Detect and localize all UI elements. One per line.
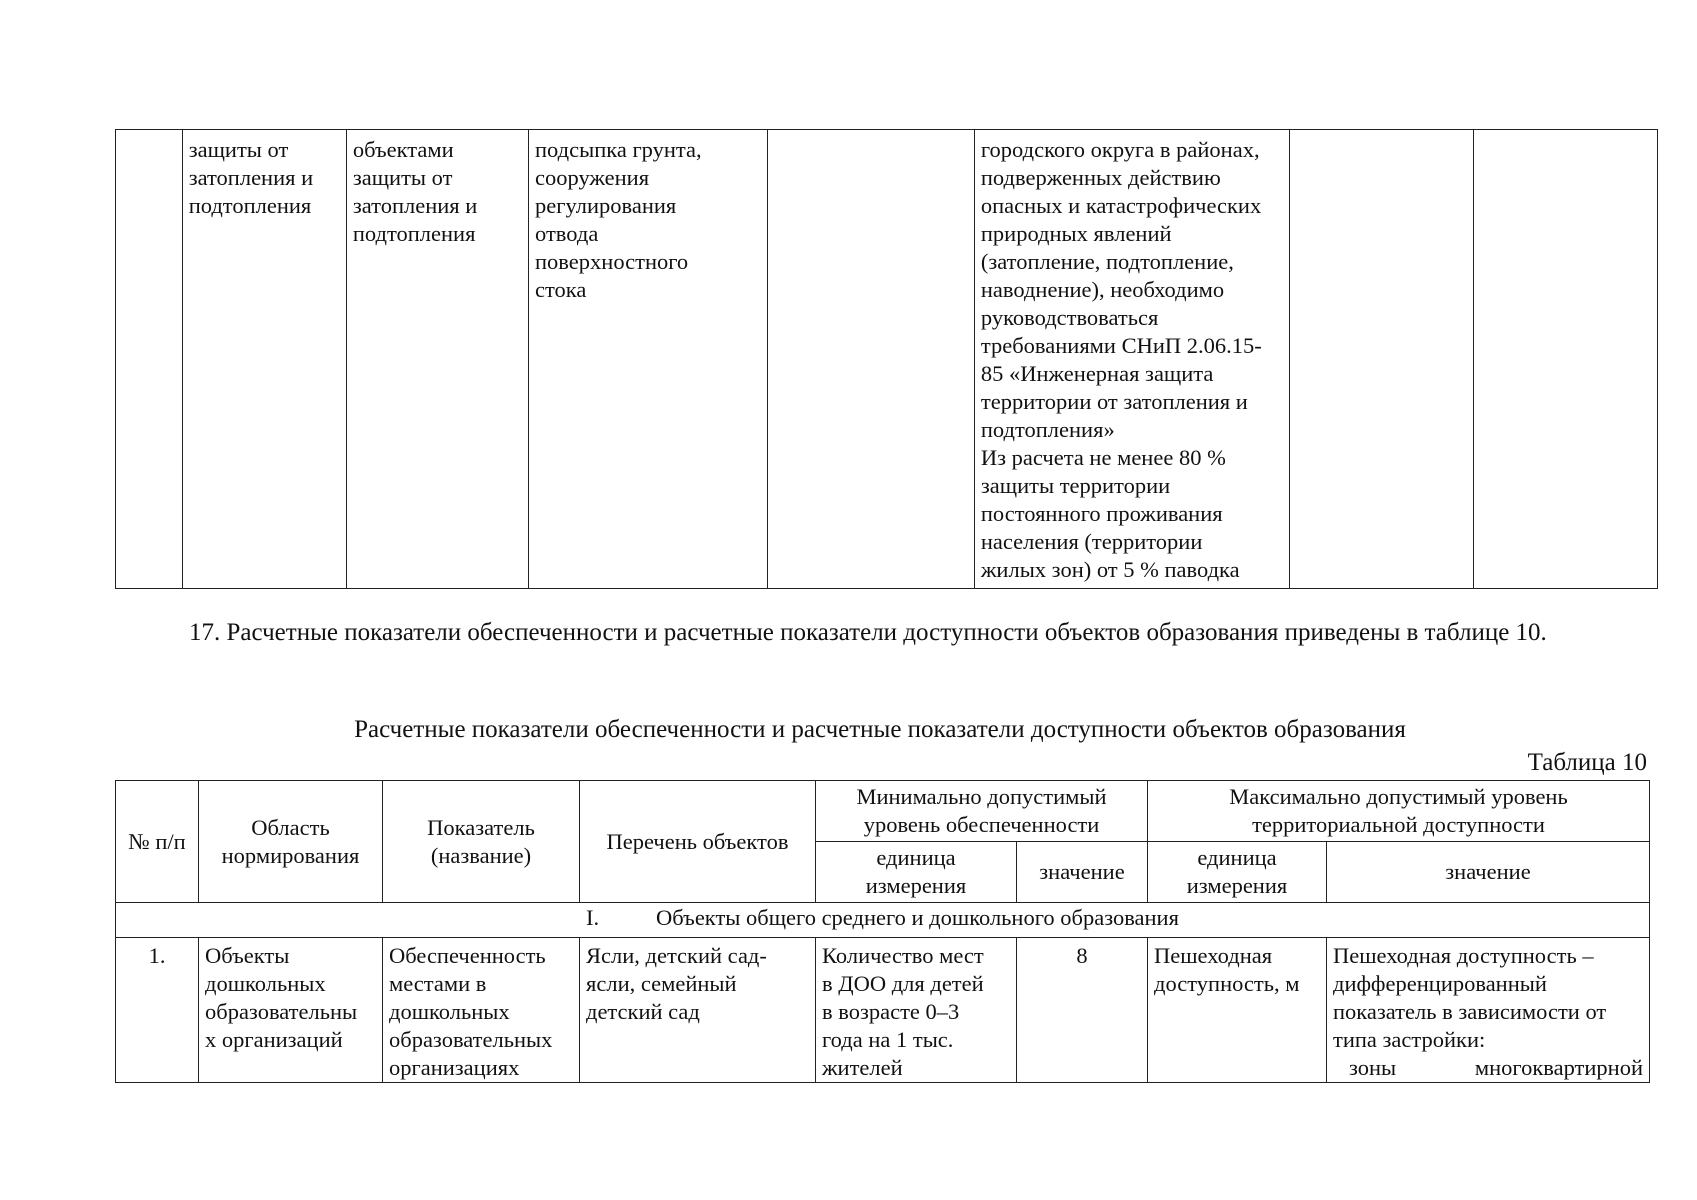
table-cell	[182, 130, 346, 589]
table-cell	[768, 130, 975, 589]
cell-line: наводнение), необходимо	[980, 277, 1225, 302]
header-max-value: значение	[1327, 842, 1650, 903]
cell-line: поверхностного	[535, 249, 689, 274]
section-title: Объекты общего среднего и дошкольного образования	[656, 905, 1179, 930]
cell-line: защиты от	[188, 137, 289, 162]
cell-line: природных явлений	[980, 221, 1172, 246]
header-max-level: Максимально допустимый уровень территориальной доступности	[1148, 781, 1650, 842]
cell-line: жилых зон) от 5 % паводка	[980, 557, 1240, 582]
cell-max-unit: Пешеходная доступность, м	[1148, 938, 1327, 1083]
cell-line: Из расчета не менее 80 %	[980, 445, 1226, 470]
cell-line: (затопление, подтопление,	[980, 249, 1234, 274]
cell-num: 1.	[116, 938, 199, 1083]
cell-line: подтопления	[352, 221, 476, 246]
header-min-level: Минимально допустимый уровень обеспеченности	[816, 781, 1148, 842]
cell-line: затопления и	[352, 193, 478, 218]
cell-line: территории от затопления и	[980, 389, 1248, 414]
cell-min-value: 8	[1017, 938, 1148, 1083]
cell-max-value: Пешеходная доступность – дифференцированный показатель в зависимости от типа застройки: зоны многоквартирной	[1327, 938, 1650, 1083]
cell-line: городского округа в районах,	[980, 137, 1260, 162]
cell-line: затопления и	[188, 165, 314, 190]
cell-line: подсыпка грунта,	[535, 137, 702, 162]
cell-line: подтопления	[188, 193, 312, 218]
header-objects: Перечень объектов	[580, 781, 816, 903]
table-label: Таблица 10	[1527, 749, 1647, 776]
cell-line: 85 «Инженерная защита	[980, 361, 1214, 386]
table-cell	[1290, 130, 1473, 589]
table-cell	[974, 130, 1290, 589]
header-min-unit: единица измерения	[816, 842, 1017, 903]
cell-objects: Ясли, детский сад- ясли, семейный детский сад	[580, 938, 816, 1083]
cell-min-unit: Количество мест в ДОО для детей в возрасте 0–3 года на 1 тыс. жителей	[816, 938, 1017, 1083]
table-cell	[1473, 130, 1657, 589]
cell-line: подверженных действию	[980, 165, 1221, 190]
cell-line: подтопления»	[980, 417, 1115, 442]
table-row	[116, 130, 1658, 589]
body-paragraph	[115, 617, 1645, 649]
cell-line: требованиями СНиП 2.06.15-	[980, 333, 1262, 358]
table-row	[116, 938, 1650, 1083]
cell-line: отвода	[535, 221, 599, 246]
cell-line: руководствоваться	[980, 305, 1159, 330]
header-indicator: Показатель (название)	[383, 781, 580, 903]
header-min-value: значение	[1017, 842, 1148, 903]
header-num: № п/п	[116, 781, 199, 903]
paragraph-text: 17. Расчетные показатели обеспеченности и расчетные показатели доступности объектов образования приведены в таблице 10.	[189, 619, 1547, 646]
cell-line: постоянного проживания	[980, 501, 1223, 526]
cell-line: населения (территории	[980, 529, 1203, 554]
cell-area: Объекты дошкольных образовательны х организаций	[199, 938, 383, 1083]
justified-line: зоны многоквартирной	[1349, 1055, 1643, 1080]
table-caption: Расчетные показатели обеспеченности и расчетные показатели доступности объектов образования	[354, 716, 1406, 743]
education-table	[115, 780, 1650, 1083]
table-cell	[116, 130, 183, 589]
section-number: I.	[586, 905, 600, 930]
header-area: Область нормирования	[199, 781, 383, 903]
cell-line: защиты территории	[980, 473, 1171, 498]
cell-line: стока	[535, 277, 587, 302]
section-cell	[116, 903, 1650, 938]
continuation-table	[115, 129, 1658, 589]
table-header-row	[116, 781, 1650, 842]
cell-line: регулирования	[535, 193, 677, 218]
cell-line: сооружения	[535, 165, 650, 190]
cell-line: объектами	[352, 137, 454, 162]
table-cell	[529, 130, 768, 589]
cell-line: защиты от	[352, 165, 453, 190]
header-max-unit: единица измерения	[1148, 842, 1327, 903]
cell-line: опасных и катастрофических	[980, 193, 1262, 218]
table-cell	[346, 130, 528, 589]
cell-indicator: Обеспеченность местами в дошкольных образовательных организациях	[383, 938, 580, 1083]
section-row	[116, 903, 1650, 938]
